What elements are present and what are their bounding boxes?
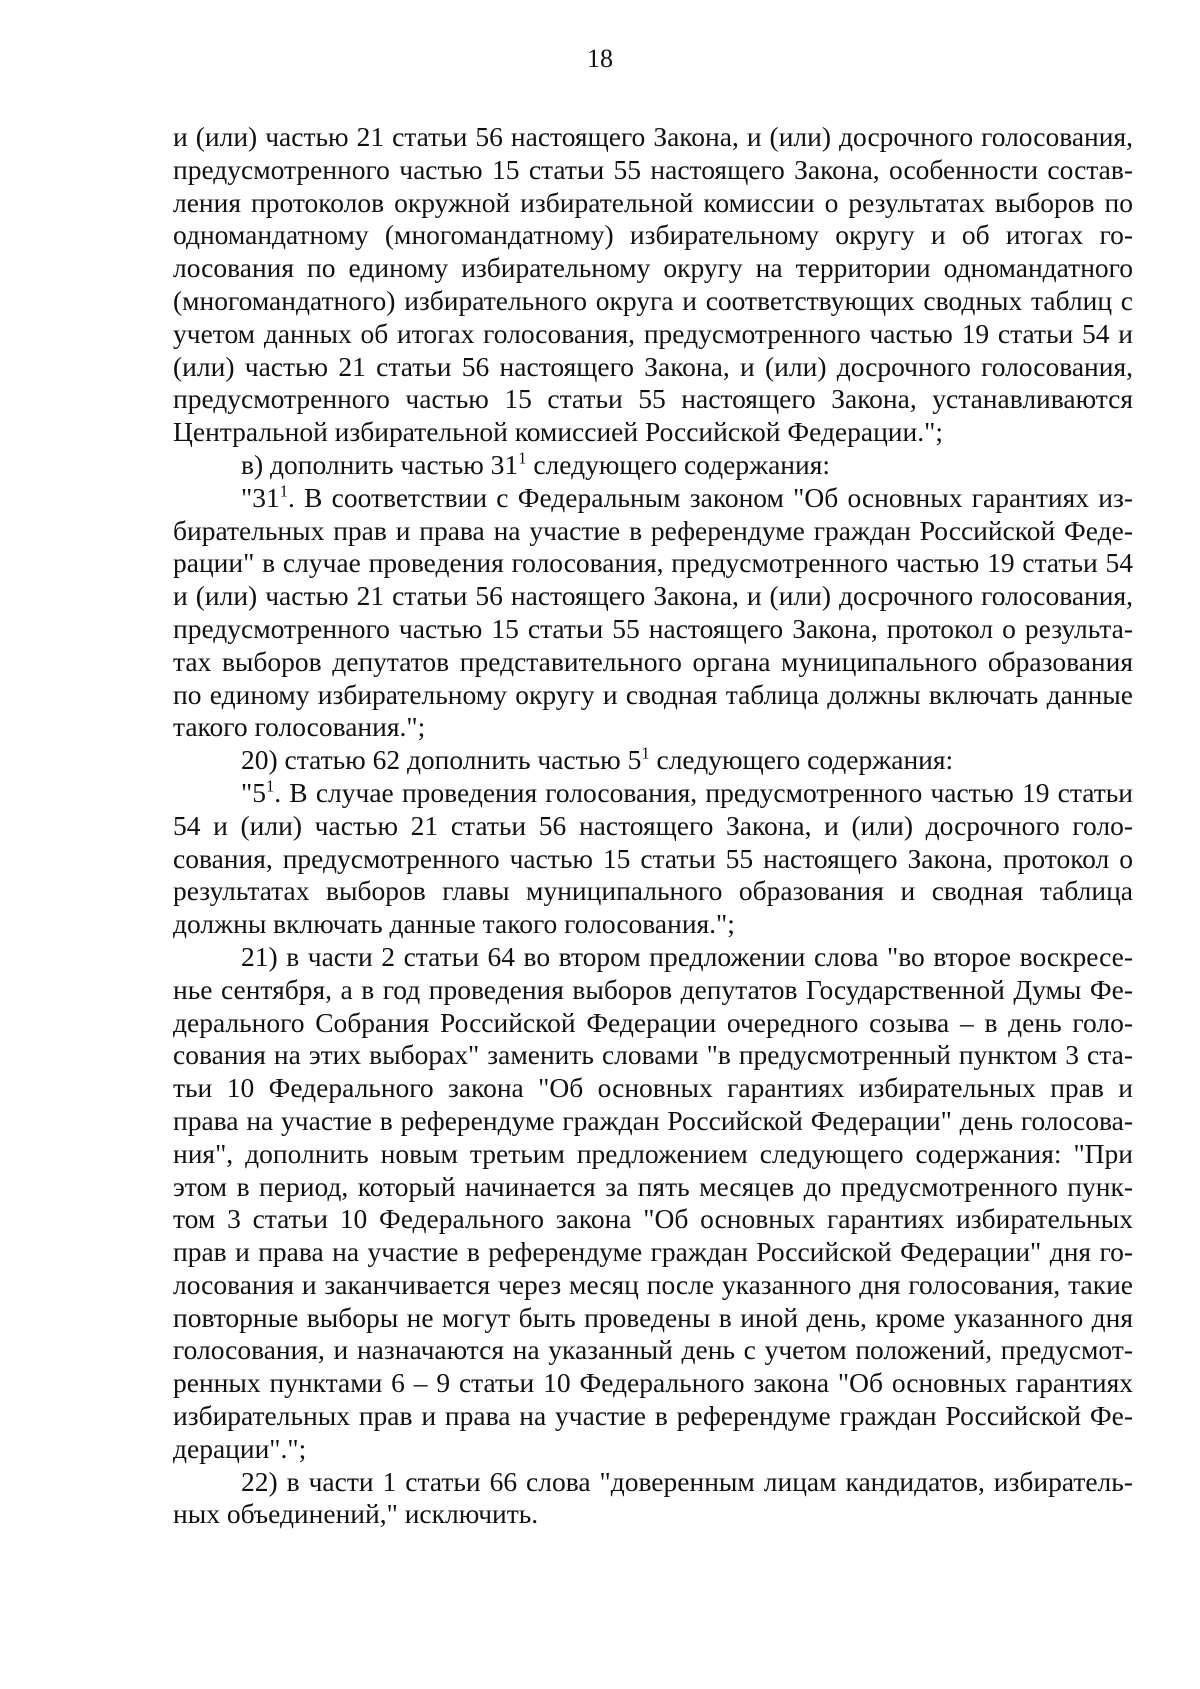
paragraph-text: следующего содержания: (526, 448, 831, 480)
paragraph-text: "31 (241, 481, 280, 513)
paragraph-part-5-1 (173, 777, 1133, 941)
document-body (173, 121, 1133, 1531)
superscript: 1 (641, 743, 650, 763)
superscript: 1 (279, 481, 288, 501)
paragraph-part-31-1 (173, 482, 1133, 744)
superscript: 1 (518, 448, 527, 468)
paragraph-text: в) дополнить частью 31 (241, 448, 519, 480)
paragraph-text: . В случае проведения голосования, предусмотренного частью 19 статьи 54 и (или) частью 21 статьи 56 настоящего Закона, и (или) досрочного голосования, предусмотренного частью 15 статьи 55 настоящего Закона, протокол о результатах выборов главы муниципального образования и сводная таблица должны включать данные такого голосования."; (173, 776, 1133, 940)
superscript: 1 (265, 776, 275, 796)
paragraph-text: следующего содержания: (649, 744, 954, 776)
paragraph-text: . В соответствии с Федеральным законом "Об основных гарантиях избирательных прав и права на участие в референдуме граждан Российской Федерации" в случае проведения голосования, предусмотренного частью 19 статьи 54 и (или) частью 21 статьи 56 настоящего Закона, и (или) досрочного голосования, предусмотренного частью 15 статьи 55 настоящего Закона, протокол о результатах выборов депутатов представительного органа муниципального образования по единому избирательному округу и сводная таблица должны включать данные такого голосования."; (173, 481, 1133, 743)
page-number: 18 (587, 44, 613, 73)
paragraph-item-22: 22) в части 1 статьи 66 слова "доверенным лицам кандидатов, избирательных объединений," исключить. (173, 1465, 1133, 1530)
paragraph-text: "5 (241, 776, 266, 808)
paragraph-continuation: и (или) частью 21 статьи 56 настоящего Закона, и (или) досрочного голосования, предусмотренного частью 15 статьи 55 настоящего Закона, особенности составления протоколов окружной избирательной комиссии о результатах выборов по одномандатному (многомандатному) избирательному округу и об итогах голосования по единому избирательному округу на территории одномандатного (многомандатного) избирательного округа и соответствующих сводных таблиц с учетом данных об итогах голосования, предусмотренного частью 19 статьи 54 и (или) частью 21 статьи 56 настоящего Закона, и (или) досрочного голосования, предусмотренного частью 15 статьи 55 настоящего Закона, устанавливаются Центральной избирательной комиссией Российской Федерации."; (173, 121, 1133, 448)
paragraph-item-v (173, 449, 1133, 482)
paragraph-item-20 (173, 744, 1133, 777)
paragraph-item-21: 21) в части 2 статьи 64 во втором предложении слова "во второе воскресенье сентября, а в год проведения выборов депутатов Государственной Думы Федерального Собрания Российской Федерации очередного созыва – в день голосования на этих выборах" заменить словами "в предусмотренный пунктом 3 статьи 10 Федерального закона "Об основных гарантиях избирательных прав и права на участие в референдуме граждан Российской Федерации" день голосования", дополнить новым третьим предложением следующего содержания: "При этом в период, который начинается за пять месяцев до предусмотренного пунктом 3 статьи 10 Федерального закона "Об основных гарантиях избирательных прав и права на участие в референдуме граждан Российской Федерации" дня голосования и заканчивается через месяц после указанного дня голосования, такие повторные выборы не могут быть проведены в иной день, кроме указанного дня голосования, и назначаются на указанный день с учетом положений, предусмотренных пунктами 6 – 9 статьи 10 Федерального закона "Об основных гарантиях избирательных прав и права на участие в референдуме граждан Российской Федерации"."; (173, 940, 1133, 1464)
paragraph-text: 20) статью 62 дополнить частью 5 (241, 744, 642, 776)
